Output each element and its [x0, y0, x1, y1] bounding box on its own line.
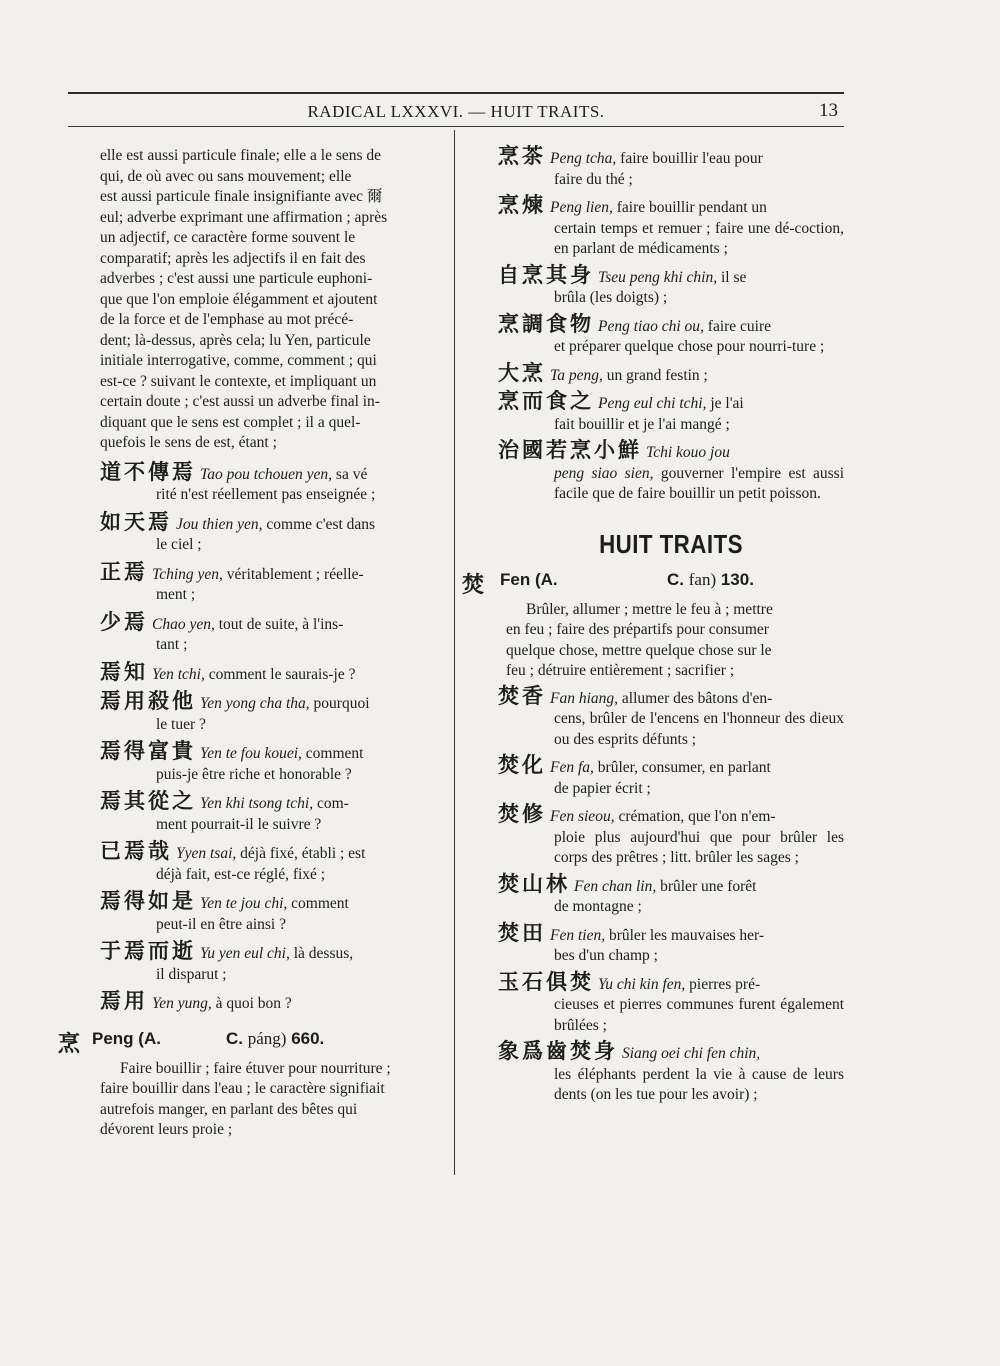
- entry-romanization: Tseu peng khi chin,: [598, 268, 718, 286]
- entry-gloss-cont: il disparut ;: [156, 965, 227, 983]
- entry-continuation: [498, 1065, 844, 1106]
- intro-line: comparatif; après les adjectifs il en fait des: [100, 249, 366, 267]
- left-column: [58, 146, 442, 1141]
- entry-romanization: Tao pou tchouen yen,: [200, 465, 333, 483]
- entry-romanization: Yen khi tsong tchi,: [200, 795, 314, 812]
- entry-chinese: 少焉: [100, 609, 148, 634]
- entry-gloss-cont: de papier écrit ;: [554, 779, 651, 797]
- entry-gloss: là dessus,: [293, 945, 354, 962]
- entry-continuation: [498, 709, 844, 750]
- entry-gloss: crémation, que l'on n'em-: [618, 808, 776, 825]
- entry-chinese: 焉其從之: [100, 789, 196, 813]
- entry-gloss: comment le saurais-je ?: [208, 665, 356, 683]
- entry-chinese: 于焉而逝: [100, 939, 196, 963]
- entry-gloss-cont: fait bouillir et je l'ai mangé ;: [554, 415, 730, 433]
- entry-gloss-cont: ploie plus aujourd'hui que pour brûler les corps des prêtres ; litt. brûler les sages ;: [554, 828, 844, 866]
- intro-line: est-ce ? suivant le contexte, et impliquant un: [100, 372, 377, 390]
- entry: [100, 741, 442, 785]
- entry-first-line: [100, 559, 442, 586]
- entry-continuation: [498, 779, 844, 800]
- entry-romanization: Fen sieou,: [550, 808, 615, 825]
- entry-romanization: Ta peng,: [550, 366, 603, 384]
- entry-chinese: 正焉: [100, 559, 148, 584]
- definition-line: Brûler, allumer ; mettre le feu à ; mettre: [526, 600, 773, 618]
- entry-gloss: faire cuire: [707, 317, 772, 335]
- entry-romanization: Tchi kouo jou: [646, 444, 730, 461]
- entry-gloss: tout de suite, à l'ins-: [218, 615, 344, 633]
- entry-continuation: [498, 897, 844, 918]
- entry: [100, 509, 442, 556]
- entry-first-line: [100, 459, 442, 486]
- heading-character: 焚: [462, 572, 485, 598]
- entry-continuation: [100, 535, 442, 556]
- entry-first-line: [100, 659, 442, 686]
- entry-gloss-cont: gouverner l'empire est aussi facile que de faire bouillir un petit poisson.: [554, 464, 845, 502]
- heading-c-pron: páng): [247, 1028, 287, 1048]
- page-number: 13: [819, 100, 838, 121]
- entry: [498, 440, 844, 505]
- entry-gloss: un grand festin ;: [606, 366, 708, 384]
- entry-chinese: 自烹其身: [498, 262, 594, 287]
- intro-line: quefois le sens de est, étant ;: [100, 434, 277, 451]
- entry-chinese: 焚田: [498, 920, 546, 945]
- entry-continuation: [498, 337, 844, 358]
- entry-first-line: [100, 891, 442, 915]
- entry-gloss-cont: le ciel ;: [156, 536, 202, 553]
- character-heading-fen: [462, 568, 844, 598]
- entry-gloss: faire bouillir pendant un: [616, 199, 767, 216]
- entry-first-line: [498, 440, 844, 464]
- entry-romanization: Yyen tsai,: [176, 845, 237, 862]
- definition-line: Faire bouillir ; faire étuver pour nourriture ;: [120, 1059, 391, 1077]
- entry-romanization: Yen tchi,: [152, 665, 205, 683]
- entry-first-line: [498, 360, 844, 387]
- entry-gloss-cont: brûla (les doigts) ;: [554, 289, 668, 306]
- entry-first-line: [498, 969, 844, 996]
- entry: [100, 841, 442, 885]
- entry-gloss: brûler une forêt: [660, 877, 757, 895]
- entry-gloss: à quoi bon ?: [215, 995, 292, 1012]
- entry-chinese: 烹調食物: [498, 311, 594, 336]
- entry-gloss: pourquoi: [313, 695, 370, 712]
- heading-c-label: C.: [667, 569, 684, 589]
- entry-first-line: [100, 509, 442, 536]
- entry-continuation: [100, 715, 442, 736]
- header-rule: [68, 126, 844, 127]
- entry-gloss-cont: les éléphants perdent la vie à cause de leurs dents (on les tue pour les avoir) ;: [554, 1065, 844, 1103]
- entry: [100, 691, 442, 735]
- entry-first-line: [498, 146, 844, 170]
- entry-gloss: véritablement ; réelle-: [226, 565, 364, 583]
- entry-gloss-cont: ment pourrait-il le suivre ?: [156, 815, 322, 833]
- entry-romanization: Peng tiao chi ou,: [598, 317, 704, 335]
- entry-continuation: [100, 815, 442, 836]
- intro-line: qui, de où avec ou sans mouvement; elle: [100, 167, 352, 185]
- column-divider: [454, 130, 455, 1175]
- entry-chinese: 烹茶: [498, 144, 546, 168]
- entry-gloss: faire bouillir l'eau pour: [620, 150, 763, 167]
- definition-line: dévorent leurs proie ;: [100, 1121, 233, 1138]
- entry-continuation: [498, 219, 844, 260]
- entry-gloss: pierres pré-: [689, 975, 761, 993]
- entry-romanization: Fen tien,: [550, 926, 606, 944]
- heading-c-pron: fan): [688, 569, 717, 589]
- heading-reading-a: Peng (A.: [92, 1028, 161, 1048]
- entry-chinese: 焚化: [498, 753, 546, 777]
- entry: [100, 659, 442, 686]
- intro-line: eul; adverbe exprimant une affirmation ; après: [100, 208, 388, 226]
- entry: [498, 871, 844, 918]
- entry: [498, 360, 844, 387]
- right-entry-list-top: [498, 146, 844, 505]
- intro-line: dent; là-dessus, après cela; lu Yen, particule: [100, 331, 371, 349]
- definition-line: en feu ; faire des prépartifs pour consumer: [506, 621, 769, 638]
- entry-gloss-cont: cieuses et pierres communes furent également brûlées ;: [554, 996, 844, 1034]
- entry-continuation: [498, 288, 844, 309]
- entry-gloss-cont: puis-je être riche et honorable ?: [156, 765, 352, 783]
- entry-romanization-cont: peng siao sien,: [554, 464, 654, 482]
- entry-gloss-cont: ment ;: [156, 586, 196, 603]
- entry-continuation: [498, 464, 844, 505]
- intro-line: de la force et de l'emphase au mot précé-: [100, 311, 354, 328]
- entry-chinese: 烹煉: [498, 193, 546, 217]
- entry-gloss: déjà fixé, établi ; est: [240, 845, 366, 862]
- page-header: [68, 96, 844, 126]
- entry-first-line: [100, 741, 442, 765]
- entry-romanization: Yu chi kin fen,: [598, 975, 686, 993]
- entry-gloss: comme c'est dans: [266, 515, 376, 533]
- entry: [498, 391, 844, 435]
- entry-continuation: [498, 946, 844, 967]
- entry-chinese: 已焉哉: [100, 839, 172, 863]
- heading-number: 130.: [720, 569, 754, 589]
- entry-first-line: [498, 1041, 844, 1065]
- entry-romanization: Fen fa,: [550, 759, 594, 776]
- entry-continuation: [498, 828, 844, 869]
- entry-first-line: [498, 871, 844, 898]
- intro-line: certain doute ; c'est aussi un adverbe final in-: [100, 393, 380, 410]
- section-title: HUIT TRAITS: [599, 528, 743, 559]
- entry-gloss-cont: déjà fait, est-ce réglé, fixé ;: [156, 865, 326, 883]
- entry-gloss: brûler les mauvaises her-: [608, 926, 765, 944]
- entry: [100, 941, 442, 985]
- entry-gloss: allumer des bâtons d'en-: [621, 689, 773, 707]
- definition-line: quelque chose, mettre quelque chose sur le: [506, 641, 772, 659]
- entry-first-line: [498, 391, 844, 415]
- intro-line: diquant que le sens est complet ; il a quel-: [100, 413, 361, 431]
- entry: [498, 920, 844, 967]
- entry-chinese: 焚山林: [498, 871, 570, 896]
- entry-continuation: [100, 965, 442, 986]
- entry-chinese: 焉用殺他: [100, 689, 196, 713]
- entry-gloss: comment: [291, 895, 349, 912]
- entry-first-line: [498, 311, 844, 338]
- character-heading-peng: [58, 1027, 442, 1057]
- entry-gloss: je l'ai: [710, 395, 744, 412]
- entry-chinese: 焉用: [100, 989, 148, 1013]
- entry-gloss: com-: [316, 795, 349, 812]
- entry-gloss-cont: bes d'un champ ;: [554, 947, 658, 964]
- running-title: RADICAL LXXXVI. — HUIT TRAITS.: [307, 102, 605, 121]
- entry-romanization: Peng lien,: [550, 199, 613, 216]
- entry-gloss: brûler, consumer, en parlant: [597, 759, 771, 776]
- entry-chinese: 道不傳焉: [100, 459, 196, 484]
- definition-paragraph: [506, 600, 844, 682]
- right-column: [462, 144, 845, 1106]
- definition-line: faire bouillir dans l'eau ; le caractère signifiait: [100, 1080, 385, 1097]
- entry: [100, 459, 442, 506]
- entry: [498, 1041, 844, 1106]
- entry-chinese: 象爲齒焚身: [498, 1039, 618, 1063]
- entry-continuation: [100, 585, 442, 606]
- entry-first-line: [100, 991, 442, 1015]
- entry-romanization: Yen yong cha tha,: [200, 695, 310, 712]
- intro-line: initiale interrogative, comme, comment ; qui: [100, 352, 377, 369]
- entry-first-line: [100, 841, 442, 865]
- heading-reading-a: Fen (A.: [500, 569, 558, 589]
- entry-chinese: 玉石俱焚: [498, 969, 594, 994]
- entry-romanization: Siang oei chi fen chin,: [622, 1045, 761, 1062]
- entry-chinese: 烹而食之: [498, 389, 594, 413]
- entry-continuation: [498, 170, 844, 191]
- left-entry-list: [100, 459, 442, 1015]
- entry-first-line: [498, 683, 844, 710]
- definition-paragraph: [100, 1059, 442, 1141]
- entry: [498, 755, 844, 799]
- entry-continuation: [100, 635, 442, 656]
- entry-chinese: 焚修: [498, 802, 546, 826]
- entry-continuation: [100, 485, 442, 506]
- heading-reading-c: [667, 570, 754, 590]
- entry-romanization: Yen te fou kouei,: [200, 745, 302, 762]
- intro-line: que que l'on emploie élégamment et ajoutent: [100, 290, 378, 308]
- entry-first-line: [100, 609, 442, 636]
- entry-gloss-cont: et préparer quelque chose pour nourri-ture ;: [554, 338, 825, 355]
- entry-romanization: Yen te jou chi,: [200, 895, 288, 912]
- entry: [498, 146, 844, 190]
- entry-romanization: Chao yen,: [152, 615, 215, 633]
- entry-gloss-cont: rité n'est réellement pas enseignée ;: [156, 486, 376, 503]
- entry: [498, 683, 844, 751]
- intro-line: est aussi particule finale insignifiante avec 爾: [100, 188, 383, 205]
- entry-romanization: Fen chan lin,: [574, 877, 657, 895]
- entry-chinese: 大烹: [498, 360, 546, 385]
- entry-gloss-cont: tant ;: [156, 636, 188, 653]
- intro-line: un adjectif, ce caractère forme souvent le: [100, 229, 356, 246]
- entry: [498, 195, 844, 260]
- entry-gloss: il se: [721, 268, 747, 286]
- entry-continuation: [498, 415, 844, 436]
- heading-character: 烹: [58, 1031, 81, 1057]
- entry-first-line: [498, 920, 844, 947]
- entry-continuation: [100, 765, 442, 786]
- entry: [100, 791, 442, 835]
- entry-chinese: 焉知: [100, 659, 148, 684]
- definition-line: autrefois manger, en parlant des bêtes qui: [100, 1100, 358, 1118]
- entry-chinese: 治國若烹小鮮: [498, 438, 642, 462]
- entry-first-line: [100, 691, 442, 715]
- entry-chinese: 焚香: [498, 683, 546, 708]
- entry-romanization: Peng tcha,: [550, 150, 617, 167]
- entry-chinese: 如天焉: [100, 509, 172, 534]
- entry-romanization: Peng eul chi tchi,: [598, 395, 707, 412]
- intro-paragraph: [100, 146, 442, 454]
- top-rule: [68, 92, 844, 94]
- entry-gloss-cont: peut-il en être ainsi ?: [156, 915, 286, 933]
- entry-romanization: Tching yen,: [152, 565, 223, 583]
- entry-continuation: [498, 995, 844, 1036]
- entry: [498, 311, 844, 358]
- entry-first-line: [100, 941, 442, 965]
- entry-romanization: Yu yen eul chi,: [200, 945, 290, 962]
- entry-gloss: sa vé: [335, 465, 368, 483]
- entry-gloss-cont: le tuer ?: [156, 715, 206, 733]
- entry-continuation: [100, 865, 442, 886]
- entry-continuation: [100, 915, 442, 936]
- entry-first-line: [100, 791, 442, 815]
- entry: [498, 969, 844, 1037]
- entry: [100, 609, 442, 656]
- entry-gloss-cont: faire du thé ;: [554, 170, 633, 188]
- entry: [100, 559, 442, 606]
- entry-chinese: 焉得富貴: [100, 739, 196, 763]
- entry-gloss-cont: certain temps et remuer ; faire une dé-coction, en parlant de médicaments ;: [554, 219, 844, 257]
- entry: [498, 262, 844, 309]
- entry-gloss: comment: [305, 745, 364, 762]
- entry-gloss-cont: de montagne ;: [554, 898, 642, 915]
- intro-line: elle est aussi particule finale; elle a le sens de: [100, 147, 382, 164]
- definition-line: feu ; détruire entièrement ; sacrifier ;: [506, 662, 735, 679]
- entry-first-line: [498, 262, 844, 289]
- right-entry-list-bottom: [498, 683, 844, 1106]
- intro-line: adverbes ; c'est aussi une particule euphoni-: [100, 270, 373, 287]
- heading-number: 660.: [291, 1028, 325, 1048]
- entry: [498, 804, 844, 869]
- entry-romanization: Fan hiang,: [550, 689, 619, 707]
- entry-first-line: [498, 755, 844, 779]
- entry-gloss-cont: cens, brûler de l'encens en l'honneur des dieux ou des esprits défunts ;: [554, 710, 844, 748]
- entry: [100, 891, 442, 935]
- entry: [100, 991, 442, 1015]
- entry-romanization: Yen yung,: [152, 995, 212, 1012]
- entry-chinese: 焉得如是: [100, 889, 196, 913]
- entry-first-line: [498, 804, 844, 828]
- entry-romanization: Jou thien yen,: [176, 515, 263, 533]
- entry-first-line: [498, 195, 844, 219]
- heading-reading-c: [226, 1029, 324, 1049]
- heading-c-label: C.: [226, 1028, 243, 1048]
